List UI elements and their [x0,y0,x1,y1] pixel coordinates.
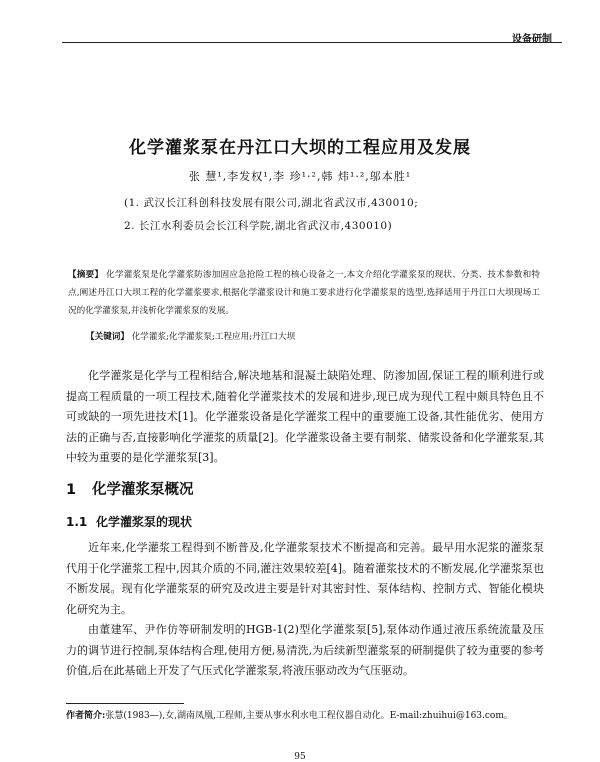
intro-paragraph: 化学灌浆是化学与工程相结合,解决地基和混凝土缺陷处理、防渗加固,保证工程的顺利进行或提高工程质量的一项工程技术,随着化学灌浆技术的发展和进步,现已成为现代工程中颇具特色且不可或缺的一项先进技术[1]。化学灌浆设备是化学灌浆工程中的重要施工设备,其性能优劣、使用方法的正确与否,直接影响化学灌浆的质量[2]。化学灌浆设备主要有制浆、储浆设备和化学灌浆泵,其中较为重要的是化学灌浆泵[3]。 [66,369,544,464]
abstract [68,266,540,320]
section-1-1-title: 化学灌浆泵的现状 [96,515,193,529]
body-paragraph: 由董建军、尹作仿等研制发明的HGB-1(2)型化学灌浆泵[5],泵体动作通过液压系统流量及压力的调节进行控制,泵体结构合理,使用方便,易清洗,为后续新型灌浆泵的研制提供了较为重要的参考价值,后在此基础上开发了气压式化学灌浆泵,将液压驱动改为气压驱动。 [66,623,544,677]
affiliation-1: (1. 武汉长江科创科技发展有限公司,湖北省武汉市,430010; [124,197,419,209]
footnote-rule [66,703,184,704]
footnote-label: 作者简介: [66,711,106,721]
footnote-text: 张慧(1983—),女,湖南凤凰,工程师,主要从事水利水电工程仪器自动化。E-mail:zhuihui@163.com。 [105,711,513,721]
abstract-text: 化学灌浆泵是化学灌浆防渗加固应急抢险工程的核心设备之一,本文介绍化学灌浆泵的现状、分类、技术参数和特点,阐述丹江口大坝工程的化学灌浆要求,根据化学灌浆设计和施工要求进行化学灌浆泵的选型,选择适用于丹江口大坝现场工况的化学灌浆泵,并浅析化学灌浆泵的发展。 [68,270,540,316]
affiliation-2: 2. 长江水利委员会长江科学院,湖北省武汉市,430010) [124,220,393,232]
section-1-1-heading [66,513,192,530]
section-1-heading [66,478,194,499]
header-rule [62,42,562,43]
keywords-text: 化学灌浆;化学灌浆泵;工程应用;丹江口大坝 [128,332,296,342]
keywords [86,330,536,342]
keywords-label: 【关键词】 [86,332,129,342]
section-1-1-number: 1.1 [66,515,88,529]
section-1-title: 化学灌浆泵概况 [92,482,194,498]
abstract-label: 【摘要】 [68,270,104,280]
journal-section-tag: 设备研制 [512,34,552,45]
section-1-number: 1 [66,482,77,498]
page-number: 95 [294,752,306,762]
article-title: 化学灌浆泵在丹江口大坝的工程应用及发展 [129,138,471,158]
author-list: 张 慧¹,李发权¹,李 珍¹·²,韩 炜¹·²,邬本胜¹ [188,170,412,183]
body-paragraph: 近年来,化学灌浆工程得到不断普及,化学灌浆泵技术不断提高和完善。最早用水泥浆的灌浆泵代用于化学灌浆工程中,因其介质的不同,灌注效果较差[4]。随着灌浆技术的不断发展,化学灌浆泵也不断发展。现有化学灌浆泵的研究及改进主要是针对其密封性、泵体结构、控制方式、智能化模块化研究为主。 [66,541,544,616]
author-footnote [66,708,544,725]
